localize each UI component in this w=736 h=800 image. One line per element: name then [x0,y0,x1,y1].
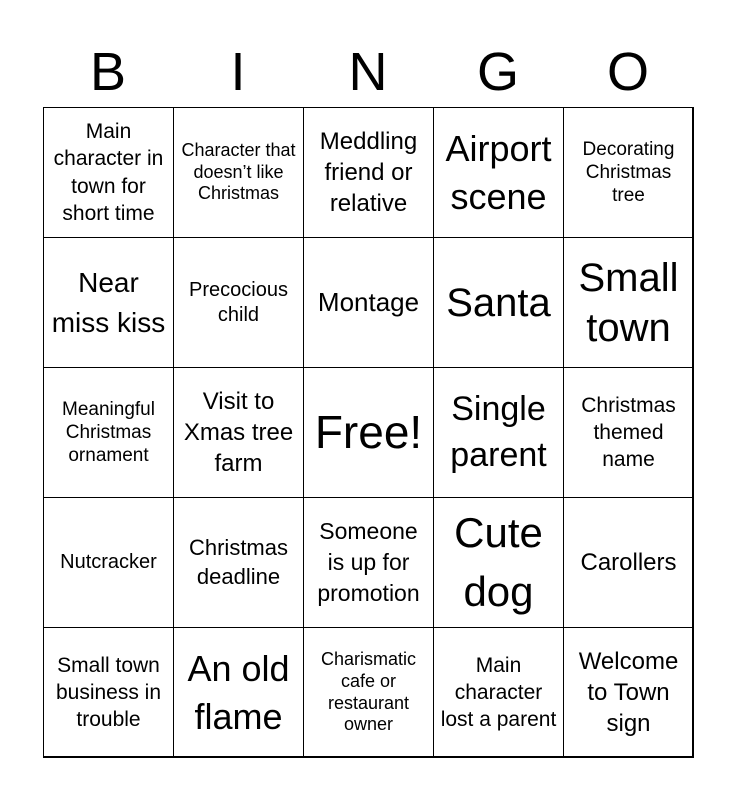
cell-text: Nutcracker [60,551,157,574]
cell-text: Near miss kiss [51,267,166,338]
bingo-cell-r3-c5[interactable] [563,367,694,498]
bingo-cell-r4-c5[interactable] [563,497,694,628]
bingo-cell-r4-c1[interactable] [43,497,174,628]
bingo-cell-r1-c3[interactable] [303,107,434,238]
bingo-cell-r3-c4[interactable] [433,367,564,498]
bingo-cell-r5-c3[interactable] [303,627,434,758]
cell-text: Small town business in trouble [55,653,162,732]
bingo-cell-r3-c3[interactable] [303,367,434,498]
bingo-cell-r2-c4[interactable] [433,237,564,368]
cell-text: Character that doesn’t like Christmas [181,139,296,204]
bingo-cell-r2-c2[interactable] [173,237,304,368]
cell-text: Meaningful Christmas ornament [62,398,155,467]
bingo-cell-r4-c3[interactable] [303,497,434,628]
cell-text: Decorating Christmas tree [582,138,675,207]
cell-text: Charismatic cafe or restaurant owner [320,648,417,735]
bingo-board [43,107,693,757]
cell-text: Meddling friend or relative [319,127,418,218]
bingo-cell-r3-c1[interactable] [43,367,174,498]
bingo-cell-r1-c5[interactable] [563,107,694,238]
cell-text: Someone is up for promotion [317,517,420,607]
cell-text: Main character lost a parent [440,653,557,732]
cell-text: Christmas themed name [581,393,676,472]
header-letter-i: I [230,42,246,102]
header-letter-o: O [606,42,649,102]
bingo-cell-r5-c1[interactable] [43,627,174,758]
bingo-cell-r4-c4[interactable] [433,497,564,628]
cell-text: Airport scene [445,127,552,217]
header-letter-b: B [89,42,127,102]
cell-text: Free! [314,405,423,458]
cell-text: Christmas deadline [188,534,288,589]
cell-text: An old flame [187,647,290,737]
cell-text: Carollers [580,548,677,576]
header-letter-g: G [476,42,519,102]
cell-text: Single parent [450,390,547,474]
cell-text: Visit to Xmas tree farm [183,387,294,478]
bingo-cell-r1-c1[interactable] [43,107,174,238]
cell-text: Montage [317,287,420,318]
cell-text: Welcome to Town sign [578,647,679,738]
bingo-cell-r3-c2[interactable] [173,367,304,498]
cell-text: Cute dog [454,508,543,615]
cell-text: Precocious child [189,279,288,326]
header-letter-n: N [348,42,388,102]
cell-text: Main character in town for short time [53,119,164,225]
bingo-cell-r5-c4[interactable] [433,627,564,758]
bingo-cell-r2-c1[interactable] [43,237,174,368]
bingo-cell-r2-c3[interactable] [303,237,434,368]
bingo-cell-r2-c5[interactable] [563,237,694,368]
bingo-cell-r5-c2[interactable] [173,627,304,758]
bingo-cell-r5-c5[interactable] [563,627,694,758]
bingo-cell-r1-c4[interactable] [433,107,564,238]
cell-text: Santa [446,280,551,325]
bingo-header [43,36,693,108]
bingo-cell-r4-c2[interactable] [173,497,304,628]
cell-text: Small town [578,255,679,350]
bingo-cell-r1-c2[interactable] [173,107,304,238]
